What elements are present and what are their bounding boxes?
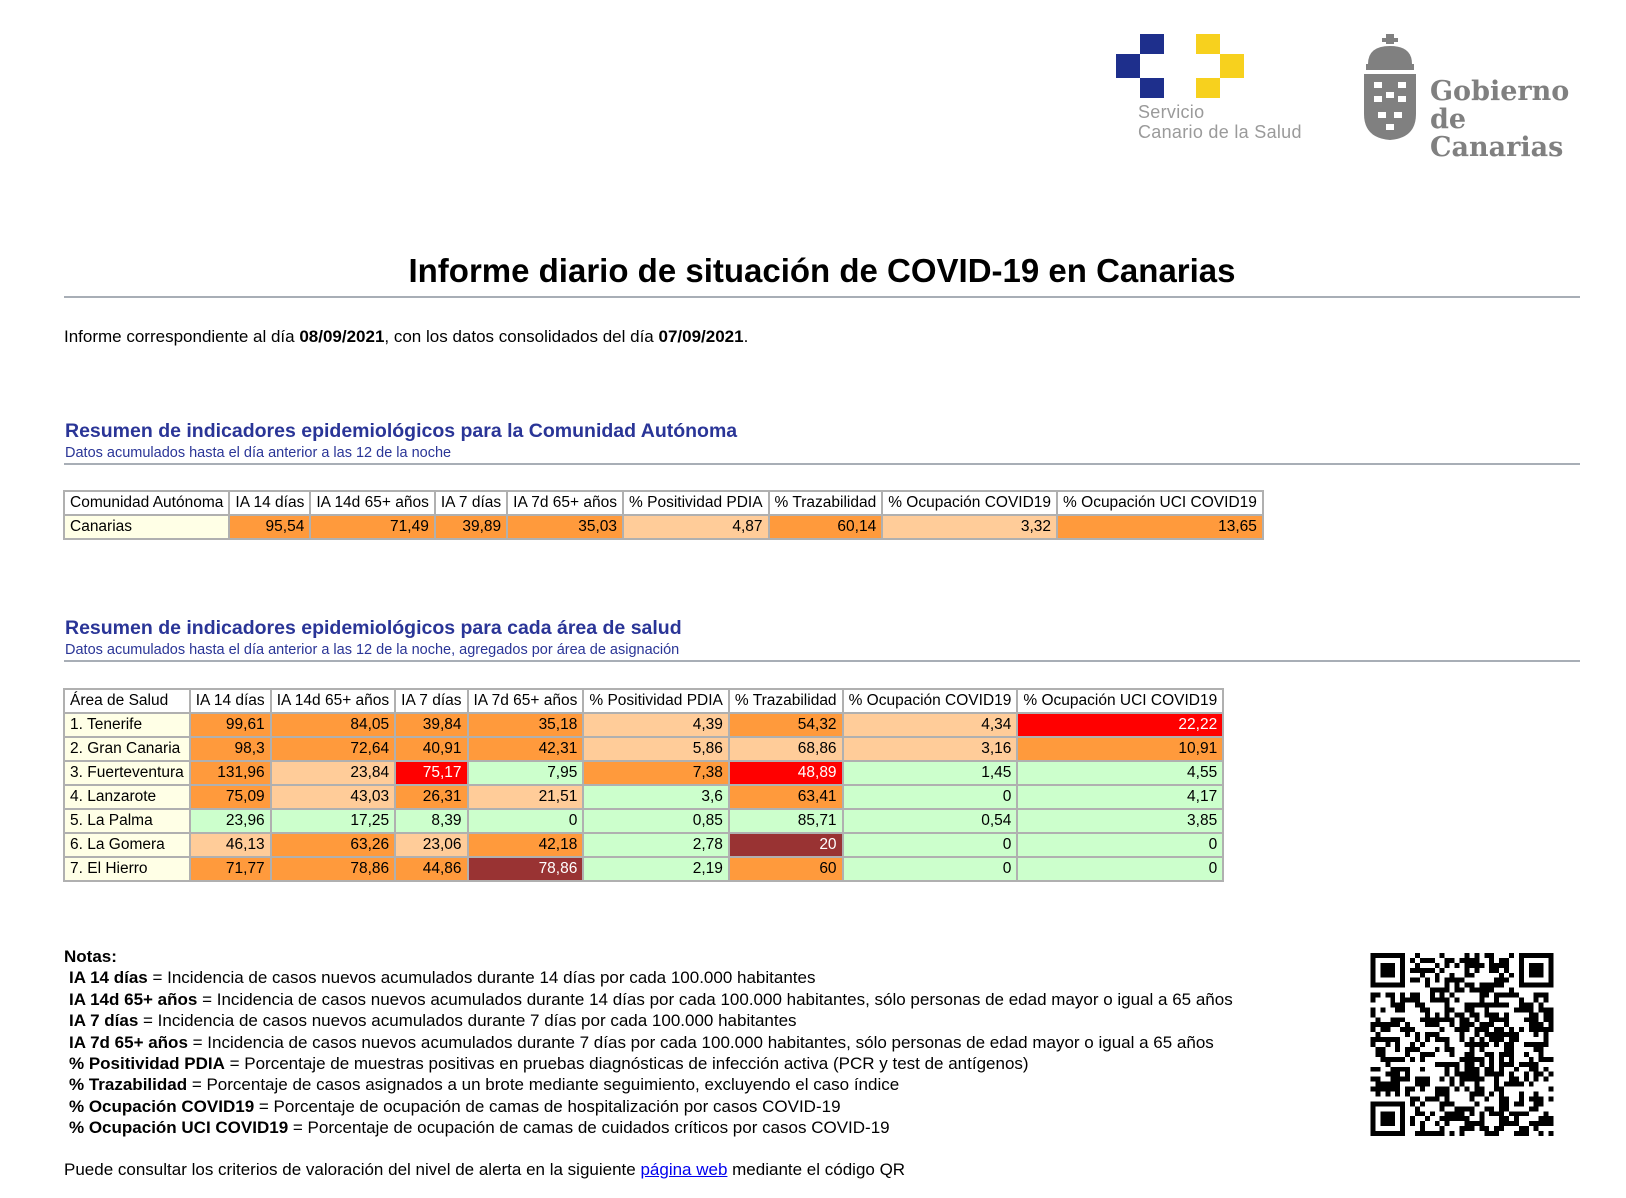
area-value-cell: 48,89	[729, 761, 843, 785]
area-value-cell: 54,32	[729, 713, 843, 737]
note-definition: = Porcentaje de ocupación de camas de hospitalización por casos COVID-19	[254, 1096, 841, 1116]
community-indicators-table	[63, 490, 1264, 540]
area-value-cell: 0	[468, 809, 584, 833]
area-value-cell: 17,25	[271, 809, 395, 833]
area-value-cell: 39,84	[395, 713, 467, 737]
health-area-indicators-table	[63, 688, 1224, 882]
area-value-cell: 44,86	[395, 857, 467, 881]
note-item	[64, 989, 1233, 1010]
area-value-cell: 42,18	[468, 833, 584, 857]
area-value-cell: 43,03	[271, 785, 395, 809]
area-value-cell: 4,34	[843, 713, 1018, 737]
area-value-cell: 60	[729, 857, 843, 881]
area-row-label: 3. Fuerteventura	[64, 761, 190, 785]
note-item	[64, 1053, 1233, 1074]
area-value-cell: 1,45	[843, 761, 1018, 785]
community-value-cell: 4,87	[623, 515, 769, 539]
area-value-cell: 4,17	[1017, 785, 1223, 809]
area-value-cell: 84,05	[271, 713, 395, 737]
area-value-cell: 98,3	[190, 737, 271, 761]
note-definition: = Porcentaje de casos asignados a un brote mediante seguimiento, excluyendo el caso índice	[187, 1075, 900, 1095]
area-value-cell: 0,54	[843, 809, 1018, 833]
note-term: % Ocupación COVID19	[69, 1096, 255, 1116]
area-value-cell: 21,51	[468, 785, 584, 809]
note-term: % Trazabilidad	[69, 1075, 188, 1095]
note-definition: = Incidencia de casos nuevos acumulados durante 14 días por cada 100.000 habitantes	[147, 968, 816, 988]
data-date: 07/09/2021	[658, 327, 744, 346]
area-header-cell: IA 7d 65+ años	[468, 689, 584, 713]
note-term: IA 7d 65+ años	[69, 1032, 188, 1052]
notes-section	[64, 946, 1233, 1139]
community-header-cell: % Positividad PDIA	[623, 491, 769, 515]
table-row	[64, 737, 1223, 761]
note-item	[64, 967, 1233, 988]
community-header-cell: Comunidad Autónoma	[64, 491, 229, 515]
area-value-cell: 71,77	[190, 857, 271, 881]
section2-divider	[64, 660, 1580, 662]
logo-servicio-canario-salud	[1116, 34, 1326, 144]
area-value-cell: 7,38	[583, 761, 729, 785]
area-value-cell: 75,17	[395, 761, 467, 785]
area-row-label: 2. Gran Canaria	[64, 737, 190, 761]
footer-prefix: Puede consultar los criterios de valoración del nivel de alerta en la siguiente	[64, 1160, 641, 1179]
community-header-cell: % Ocupación UCI COVID19	[1057, 491, 1263, 515]
table-row	[64, 833, 1223, 857]
community-value-cell: 39,89	[435, 515, 507, 539]
area-value-cell: 75,09	[190, 785, 271, 809]
note-item	[64, 1117, 1233, 1138]
area-value-cell: 35,18	[468, 713, 584, 737]
report-date: 08/09/2021	[299, 327, 385, 346]
note-item	[64, 1096, 1233, 1117]
note-item	[64, 1010, 1233, 1031]
title-divider	[64, 296, 1580, 298]
note-term: % Ocupación UCI COVID19	[69, 1118, 289, 1138]
intro-middle: , con los datos consolidados del día	[384, 327, 659, 346]
area-header-cell: % Ocupación COVID19	[843, 689, 1018, 713]
area-value-cell: 72,64	[271, 737, 395, 761]
note-item	[64, 1032, 1233, 1053]
web-page-link[interactable]: página web	[640, 1160, 728, 1179]
scs-logo-line2: Canario de la Salud	[1138, 122, 1302, 142]
community-header-cell: IA 14d 65+ años	[310, 491, 434, 515]
community-header-row	[64, 491, 1263, 515]
note-definition: = Incidencia de casos nuevos acumulados durante 7 días por cada 100.000 habitantes, sólo personas de edad mayor o igual a 65 años	[187, 1032, 1214, 1052]
area-value-cell: 0	[843, 833, 1018, 857]
area-header-cell: IA 14 días	[190, 689, 271, 713]
note-definition: = Incidencia de casos nuevos acumulados durante 7 días por cada 100.000 habitantes	[138, 1011, 797, 1031]
area-value-cell: 99,61	[190, 713, 271, 737]
area-value-cell: 20	[729, 833, 843, 857]
area-value-cell: 68,86	[729, 737, 843, 761]
report-title: Informe diario de situación de COVID-19 en Canarias	[408, 252, 1236, 289]
community-value-cell: 13,65	[1057, 515, 1263, 539]
section2-title: Resumen de indicadores epidemiológicos para cada área de salud	[65, 617, 682, 639]
community-row-label: Canarias	[64, 515, 229, 539]
community-header-cell: IA 7d 65+ años	[507, 491, 623, 515]
qr-code-icon[interactable]	[1368, 953, 1556, 1136]
area-value-cell: 23,96	[190, 809, 271, 833]
table-row	[64, 809, 1223, 833]
table-row	[64, 857, 1223, 881]
section2-subtitle: Datos acumulados hasta el día anterior a las 12 de la noche, agregados por área de asignación	[65, 642, 680, 658]
community-value-cell: 60,14	[769, 515, 883, 539]
area-value-cell: 2,78	[583, 833, 729, 857]
intro-suffix: .	[743, 327, 749, 346]
area-value-cell: 0	[1017, 833, 1223, 857]
area-value-cell: 4,39	[583, 713, 729, 737]
section1-title: Resumen de indicadores epidemiológicos para la Comunidad Autónoma	[65, 420, 738, 442]
footer-suffix: mediante el código QR	[727, 1160, 906, 1179]
area-value-cell: 131,96	[190, 761, 271, 785]
area-header-cell: % Ocupación UCI COVID19	[1017, 689, 1223, 713]
report-intro	[64, 327, 748, 347]
area-value-cell: 0	[843, 857, 1018, 881]
intro-prefix: Informe correspondiente al día	[64, 327, 300, 346]
area-header-cell: IA 14d 65+ años	[271, 689, 395, 713]
community-value-cell: 95,54	[229, 515, 310, 539]
community-value-cell: 35,03	[507, 515, 623, 539]
notes-heading: Notas:	[64, 947, 117, 966]
gobierno-logo-text	[1430, 78, 1602, 162]
area-value-cell: 3,6	[583, 785, 729, 809]
area-value-cell: 0	[1017, 857, 1223, 881]
community-header-cell: % Trazabilidad	[769, 491, 883, 515]
area-value-cell: 4,55	[1017, 761, 1223, 785]
note-term: IA 14d 65+ años	[69, 989, 198, 1009]
area-value-cell: 3,16	[843, 737, 1018, 761]
area-value-cell: 42,31	[468, 737, 584, 761]
note-definition: = Incidencia de casos nuevos acumulados durante 14 días por cada 100.000 habitantes, sólo personas de edad mayor o igual a 65 años	[197, 989, 1233, 1009]
section1-divider	[64, 463, 1580, 465]
area-row-label: 7. El Hierro	[64, 857, 190, 881]
gobierno-logo-line2: de Canarias	[1430, 104, 1564, 163]
gobierno-logo-line1: Gobierno	[1430, 76, 1570, 107]
note-item	[64, 1074, 1233, 1095]
note-term: % Positividad PDIA	[69, 1054, 225, 1074]
area-row-label: 4. Lanzarote	[64, 785, 190, 809]
area-row-label: 1. Tenerife	[64, 713, 190, 737]
community-value-cell: 71,49	[310, 515, 434, 539]
area-header-cell: Área de Salud	[64, 689, 190, 713]
table-row	[64, 761, 1223, 785]
scs-logo-line1: Servicio	[1138, 102, 1205, 122]
area-value-cell: 2,19	[583, 857, 729, 881]
footer-text	[64, 1160, 905, 1180]
note-definition: = Porcentaje de muestras positivas en pruebas diagnósticas de infección activa (PCR y test de antígenos)	[224, 1054, 1029, 1074]
area-value-cell: 23,06	[395, 833, 467, 857]
community-header-cell: IA 14 días	[229, 491, 310, 515]
area-value-cell: 7,95	[468, 761, 584, 785]
area-header-cell: % Trazabilidad	[729, 689, 843, 713]
area-value-cell: 22,22	[1017, 713, 1223, 737]
section1-subtitle: Datos acumulados hasta el día anterior a las 12 de la noche	[65, 445, 452, 461]
area-header-cell: IA 7 días	[395, 689, 467, 713]
area-value-cell: 26,31	[395, 785, 467, 809]
area-value-cell: 23,84	[271, 761, 395, 785]
area-value-cell: 78,86	[271, 857, 395, 881]
area-value-cell: 63,26	[271, 833, 395, 857]
logo-gobierno-canarias	[1362, 34, 1602, 163]
community-value-cell: 3,32	[882, 515, 1057, 539]
area-header-cell: % Positividad PDIA	[583, 689, 729, 713]
area-value-cell: 5,86	[583, 737, 729, 761]
area-value-cell: 10,91	[1017, 737, 1223, 761]
table-row	[64, 785, 1223, 809]
area-value-cell: 8,39	[395, 809, 467, 833]
note-definition: = Porcentaje de ocupación de camas de cuidados críticos por casos COVID-19	[288, 1118, 890, 1138]
table-row	[64, 515, 1263, 539]
area-value-cell: 85,71	[729, 809, 843, 833]
table-row	[64, 713, 1223, 737]
area-value-cell: 0,85	[583, 809, 729, 833]
area-value-cell: 46,13	[190, 833, 271, 857]
area-value-cell: 0	[843, 785, 1018, 809]
coat-of-arms-icon	[1362, 34, 1418, 142]
community-header-cell: IA 7 días	[435, 491, 507, 515]
area-row-label: 6. La Gomera	[64, 833, 190, 857]
area-value-cell: 40,91	[395, 737, 467, 761]
area-row-label: 5. La Palma	[64, 809, 190, 833]
area-value-cell: 63,41	[729, 785, 843, 809]
note-term: IA 14 días	[69, 968, 148, 988]
area-value-cell: 3,85	[1017, 809, 1223, 833]
area-value-cell: 78,86	[468, 857, 584, 881]
area-header-row	[64, 689, 1223, 713]
note-term: IA 7 días	[69, 1011, 139, 1031]
community-header-cell: % Ocupación COVID19	[882, 491, 1057, 515]
